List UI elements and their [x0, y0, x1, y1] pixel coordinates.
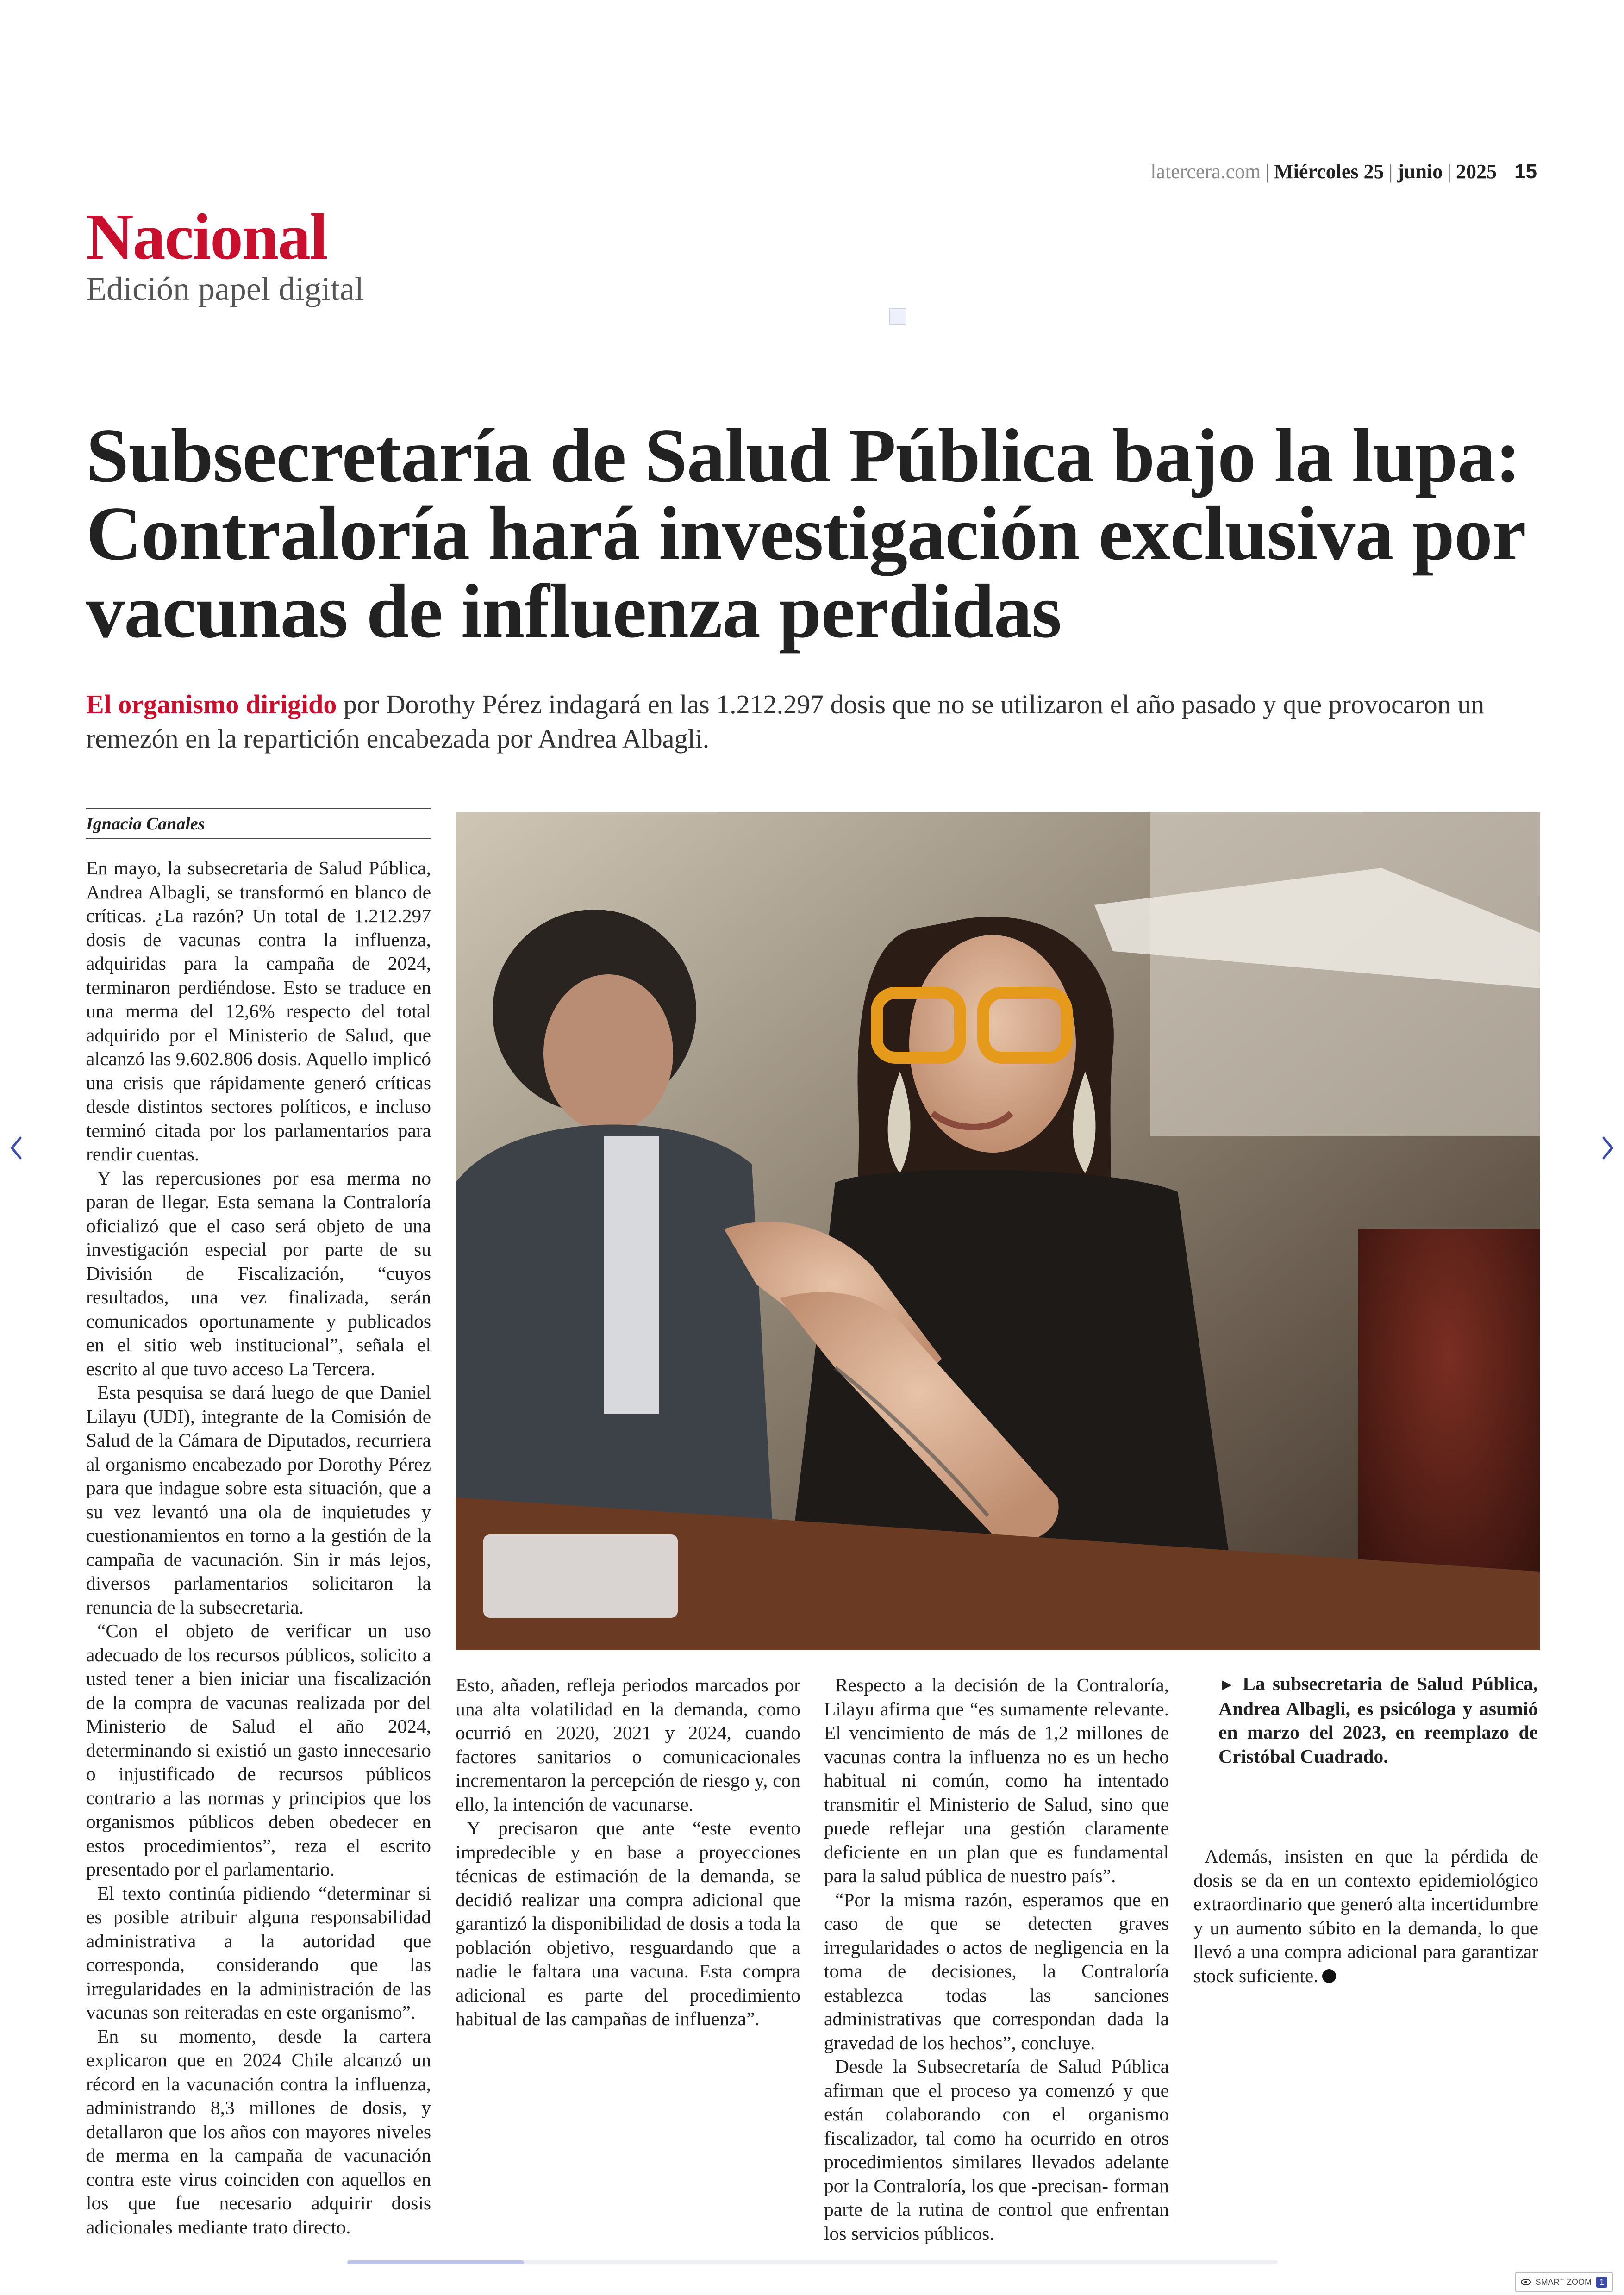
smart-zoom-button[interactable]	[1515, 2272, 1613, 2292]
date-weekday-day: Miércoles 25	[1274, 160, 1384, 183]
article-column-1	[86, 856, 431, 2239]
chevron-left-icon	[8, 1134, 24, 1162]
end-mark-icon	[1322, 1969, 1336, 1983]
paragraph: Desde la Subsecretaría de Salud Pública afirman que el proceso ya comenzó y que están colaborando con el organismo fiscalizador, tal como ha ocurrido en otros procedimientos similares llevados adelante por la Contraloría, los que -precisan- forman parte de la rutina de control que enfrentan los servicios públicos.	[824, 2056, 1169, 2244]
paragraph: Respecto a la decisión de la Contraloría, Lilayu afirma que “es sumamente relevante. El vencimiento de más de 1,2 millones de vacunas contra la influenza no es un hecho habitual ni común, como ha intentado transmitir el Ministerio de Salud, sino que puede reflejar una gestión claramente deficiente en un plan que es fundamental para la salud pública de nuestro país”.	[824, 1674, 1169, 1886]
article-column-2	[456, 1673, 800, 2031]
next-page-button[interactable]	[1596, 1129, 1619, 1166]
photo-illustration	[456, 812, 1540, 1650]
byline: Ignacia Canales	[86, 808, 431, 839]
page-number: 15	[1514, 160, 1537, 183]
prev-page-button[interactable]	[5, 1129, 28, 1166]
article-column-4	[1193, 1845, 1538, 1988]
paragraph: “Por la misma razón, esperamos que en caso de que se detecten graves irregularidades o actos de negligencia en la toma de decisiones, la Contraloría establezca todas las sanciones administrativas que correspondan dada la gravedad de los hechos”, concluye.	[824, 1889, 1169, 2053]
page-meta: latercera.com | Miércoles 25 | junio | 2025 15	[1150, 160, 1537, 183]
dek-lead: El organismo dirigido	[86, 689, 337, 719]
site-link[interactable]: latercera.com	[1150, 160, 1261, 183]
eye-icon	[1521, 2279, 1531, 2285]
paragraph: En su momento, desde la cartera explicaron que en 2024 Chile alcanzó un récord en la vacunación contra la influenza, administrando 8,3 millones de dosis, y detallaron que los años con mayores niveles de merma en la campaña de vacunación contra este virus coinciden con aquellos en los que fue necesario adquirir dosis adicionales mediante trato directo.	[86, 2025, 431, 2238]
ad-marker-icon[interactable]	[889, 308, 906, 325]
smart-zoom-label: SMART ZOOM	[1535, 2277, 1592, 2287]
edition-label: Edición papel digital	[86, 270, 364, 307]
paragraph: El texto continúa pidiendo “determinar si es posible atribuir alguna responsabilidad administrativa a la autoridad que corresponda, considerando que las irregularidades en la administración de las vacunas son reiteradas en este organismo”.	[86, 1882, 431, 2023]
page-scrollbar-thumb[interactable]	[347, 2260, 524, 2264]
paragraph: Esto, añaden, refleja periodos marcados por una alta volatilidad en la demanda, como ocurrió en 2020, 2021 y 2024, cuando factores sanitarios o comunicacionales incrementaron la percepción de riesgo y, con ello, la intención de vacunarse.	[456, 1674, 800, 1815]
chevron-right-icon	[1600, 1134, 1616, 1162]
caption-text: La subsecretaria de Salud Pública, Andrea Albagli, es psicóloga y asumió en marzo del 2023, en reemplazo de Cristóbal Cuadrado.	[1218, 1673, 1538, 1767]
section-title: Nacional	[86, 200, 327, 273]
photo-caption	[1218, 1672, 1538, 1768]
closing-paragraph-text: Además, insisten en que la pérdida de dosis se da en un contexto epidemiológico extraordinario que generó alta incertidumbre y un aumento súbito en la demanda, lo que llevó a una compra adicional para garantizar stock suficiente.	[1193, 1846, 1538, 1986]
dek	[86, 687, 1549, 756]
date-month: junio	[1397, 160, 1443, 183]
article-photo[interactable]	[456, 812, 1540, 1650]
dek-rest: por Dorothy Pérez indagará en las 1.212.297 dosis que no se utilizaron el año pasado y que provocaron un remezón en la repartición encabezada por Andrea Albagli.	[86, 689, 1485, 754]
headline: Subsecretaría de Salud Pública bajo la lupa: Contraloría hará investigación exclusiva por vacunas de influenza perdidas	[86, 413, 1524, 654]
smart-zoom-count: 1	[1596, 2277, 1607, 2288]
article-column-3	[824, 1673, 1169, 2245]
paragraph: Y las repercusiones por esa merma no paran de llegar. Esta semana la Contraloría oficializó que el caso será objeto de una investigación especial por parte de su División de Fiscalización, “cuyos resultados, una vez finalizada, serán comunicados oportunamente y publicados en el sitio web institucional”, señala el escrito al que tuvo acceso La Tercera.	[86, 1167, 431, 1379]
date-year: 2025	[1456, 160, 1497, 183]
paragraph	[1193, 1845, 1538, 1988]
caption-marker-icon: ►	[1218, 1675, 1235, 1694]
paragraph: “Con el objeto de verificar un uso adecuado de los recursos públicos, solicito a usted tener a bien iniciar una fiscalización de la compra de vacunas realizada por del Ministerio de Salud el año 2024, determinando si existió un gasto innecesario o injustificado de recursos públicos contrario a las normas y principios que los organismos públicos deben obedecer en estos procedimientos”, reza el escrito presentado por el parlamentario.	[86, 1620, 431, 1880]
paragraph: Esta pesquisa se dará luego de que Daniel Lilayu (UDI), integrante de la Comisión de Salud de la Cámara de Diputados, recurriera al organismo encabezado por Dorothy Pérez para que indague sobre esta situación, que a su vez levantó una ola de inquietudes y cuestionamientos en torno a la gestión de la campaña de vacunación. Sin ir más lejos, diversos parlamentarios solicitaron la renuncia de la subsecretaria.	[86, 1382, 431, 1618]
paragraph: Y precisaron que ante “este evento impredecible y en base a proyecciones técnicas de estimación de la demanda, se decidió realizar una compra adicional que garantizó la disponibilidad de dosis a toda la población objetivo, resguardando que a nadie le faltara una vacuna. Esta compra adicional es parte del procedimiento habitual de las campañas de influenza”.	[456, 1817, 800, 2029]
paragraph: En mayo, la subsecretaria de Salud Pública, Andrea Albagli, se transformó en blanco de críticas. ¿La razón? Un total de 1.212.297 dosis de vacunas contra la influenza, adquiridas para la campaña de 2024, terminaron perdiéndose. Esto se traduce en una merma del 12,6% respecto del total adquirido por el Ministerio de Salud, que alcanzó las 9.602.806 dosis. Aquello implicó una crisis que rápidamente generó críticas desde distintos sectores políticos, e incluso terminó citada por los parlamentarios para rendir cuentas.	[86, 857, 431, 1165]
